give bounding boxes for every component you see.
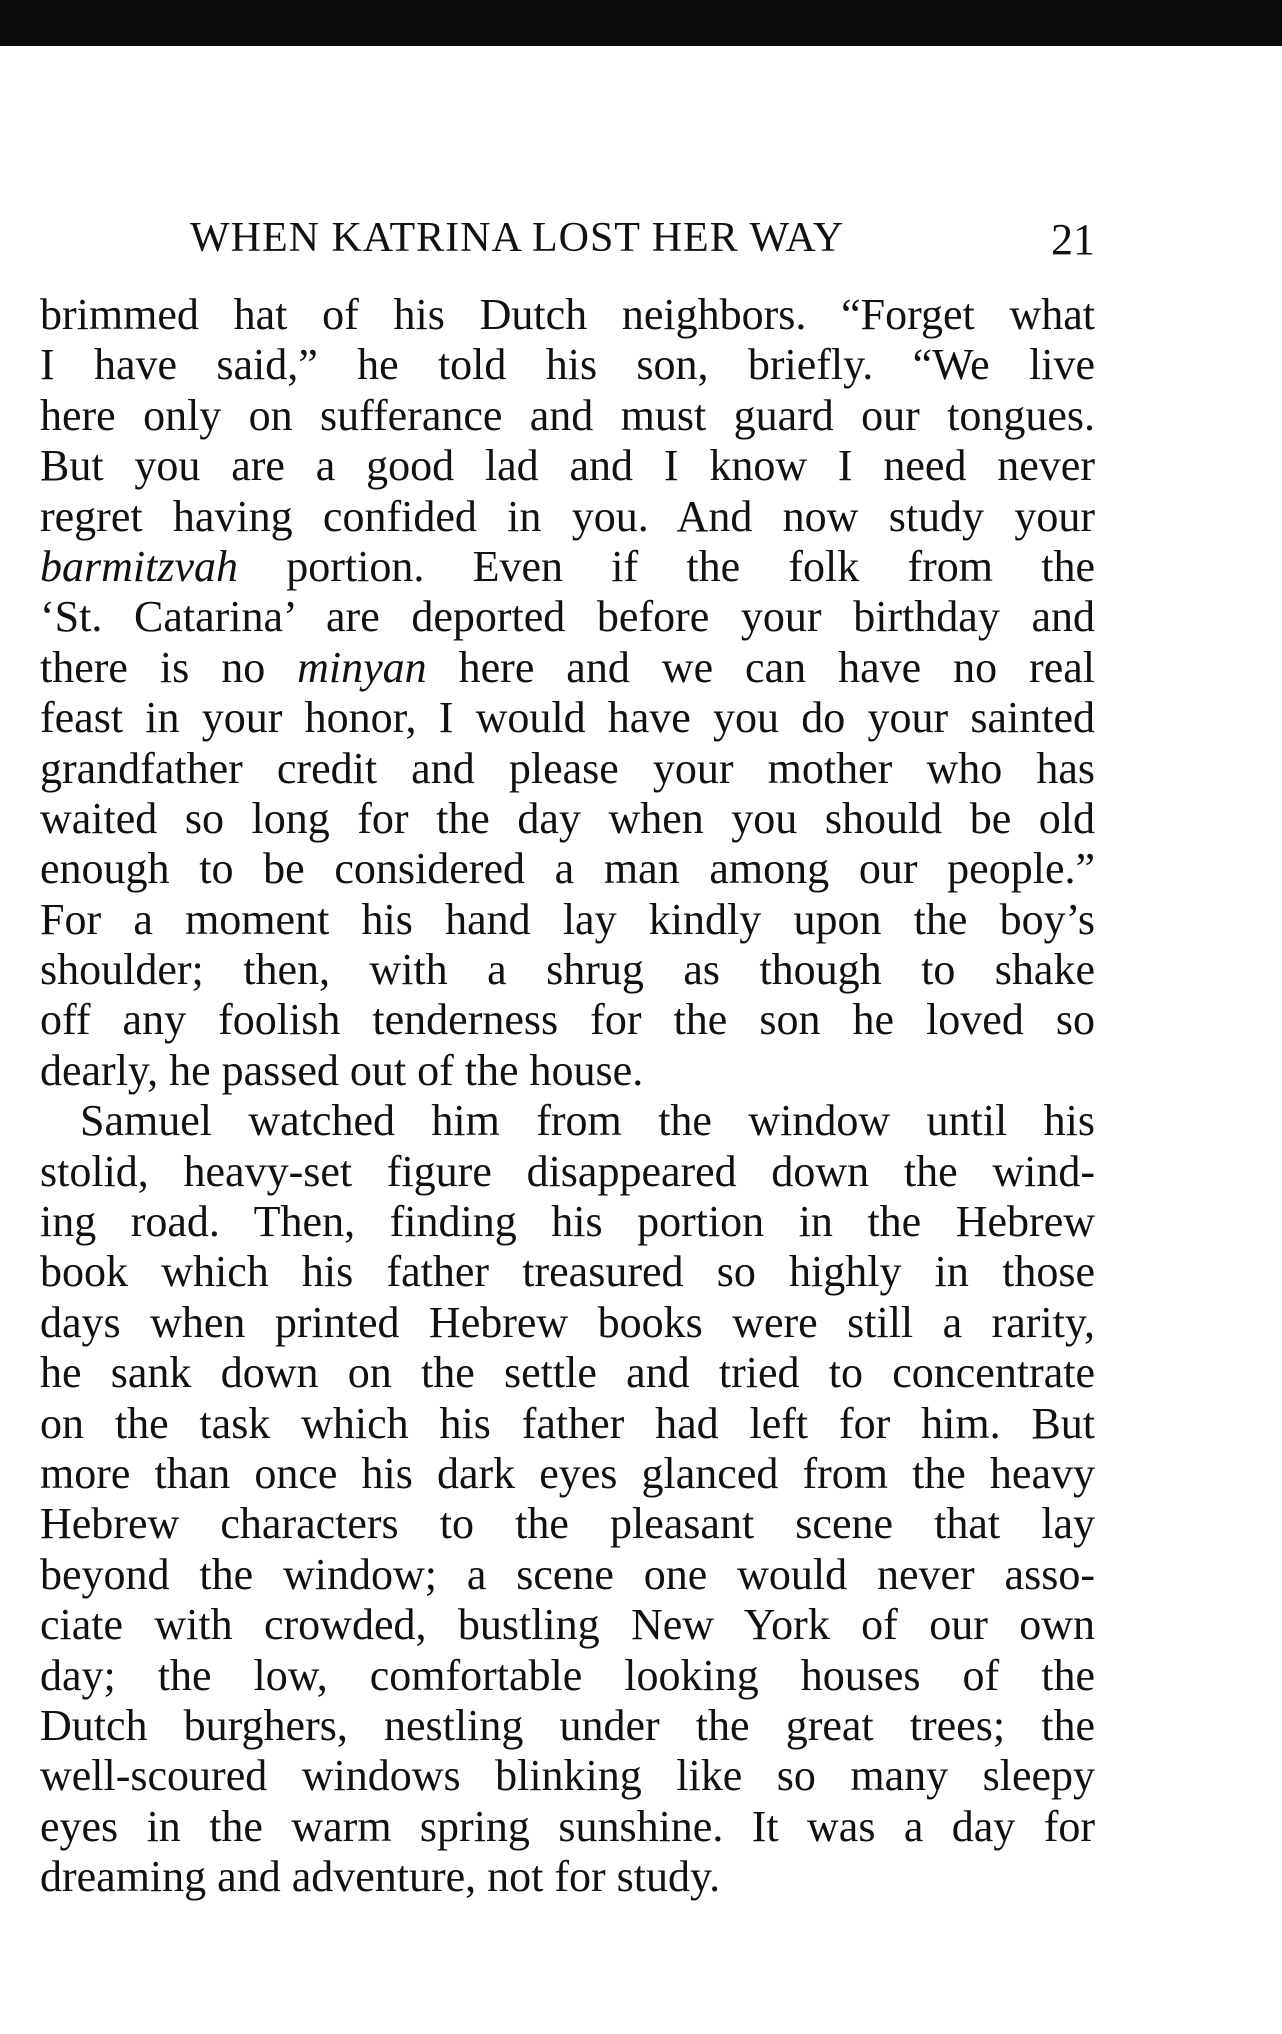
text-line xyxy=(40,542,1095,592)
page-number: 21 xyxy=(1051,215,1095,264)
text-line: off any foolish tenderness for the son he loved so xyxy=(40,995,1095,1045)
text-line: dearly, he passed out of the house. xyxy=(40,1045,644,1095)
scan-top-edge-bar xyxy=(0,0,1282,46)
text-line: Samuel watched him from the window until his xyxy=(80,1096,1095,1146)
text-line: ‘St. Catarina’ are deported before your birthday and xyxy=(40,592,1095,642)
text-line: more than once his dark eyes glanced from the heavy xyxy=(40,1448,1095,1498)
text-line: here only on sufferance and must guard our tongues. xyxy=(40,390,1095,440)
text-line: Hebrew characters to the pleasant scene that lay xyxy=(40,1499,1095,1549)
italic-term-barmitzvah: barmitzvah xyxy=(40,541,238,591)
text-line: on the task which his father had left for him. But xyxy=(40,1398,1095,1448)
text-run: here and we can have no real xyxy=(426,642,1095,692)
text-line: well-scoured windows blinking like so many sleepy xyxy=(40,1751,1095,1801)
text-run: portion. Even if the folk from the xyxy=(238,541,1095,591)
text-line: brimmed hat of his Dutch neighbors. “Forget what xyxy=(40,290,1095,339)
text-line: day; the low, comfortable looking houses of the xyxy=(40,1650,1095,1700)
text-line: book which his father treasured so highly in those xyxy=(40,1247,1095,1297)
running-title: WHEN KATRINA LOST HER WAY xyxy=(190,215,845,261)
paragraph-1 xyxy=(40,290,1095,1096)
text-line: I have said,” he told his son, briefly. “We live xyxy=(40,340,1095,390)
text-line: dreaming and adventure, not for study. xyxy=(40,1852,721,1902)
text-line: Dutch burghers, nestling under the great trees; the xyxy=(40,1700,1095,1750)
text-line: shoulder; then, with a shrug as though to shake xyxy=(40,945,1095,995)
text-line: ciate with crowded, bustling New York of our own xyxy=(40,1600,1095,1650)
text-line: But you are a good lad and I know I need never xyxy=(40,441,1095,491)
text-line: grandfather credit and please your mother who has xyxy=(40,743,1095,793)
text-line: eyes in the warm spring sunshine. It was a day for xyxy=(40,1801,1095,1851)
text-line: enough to be considered a man among our people.” xyxy=(40,844,1095,894)
running-head xyxy=(40,206,1095,266)
text-line: days when printed Hebrew books were still a rarity, xyxy=(40,1297,1095,1347)
text-line: feast in your honor, I would have you do your sainted xyxy=(40,693,1095,743)
text-line: regret having confided in you. And now study your xyxy=(40,491,1095,541)
text-line: ing road. Then, finding his portion in the Hebrew xyxy=(40,1197,1095,1247)
text-line: beyond the window; a scene one would never asso- xyxy=(40,1549,1095,1599)
text-run: there is no xyxy=(40,642,298,692)
text-line: For a moment his hand lay kindly upon the boy’s xyxy=(40,894,1095,944)
text-line xyxy=(40,643,1095,693)
italic-term-minyan: minyan xyxy=(297,642,427,692)
paragraph-2 xyxy=(40,1096,1095,1902)
body-text xyxy=(40,290,1095,1903)
text-line: he sank down on the settle and tried to concentrate xyxy=(40,1348,1095,1398)
text-line: waited so long for the day when you should be old xyxy=(40,793,1095,843)
text-line: stolid, heavy-set figure disappeared down the wind- xyxy=(40,1146,1095,1196)
